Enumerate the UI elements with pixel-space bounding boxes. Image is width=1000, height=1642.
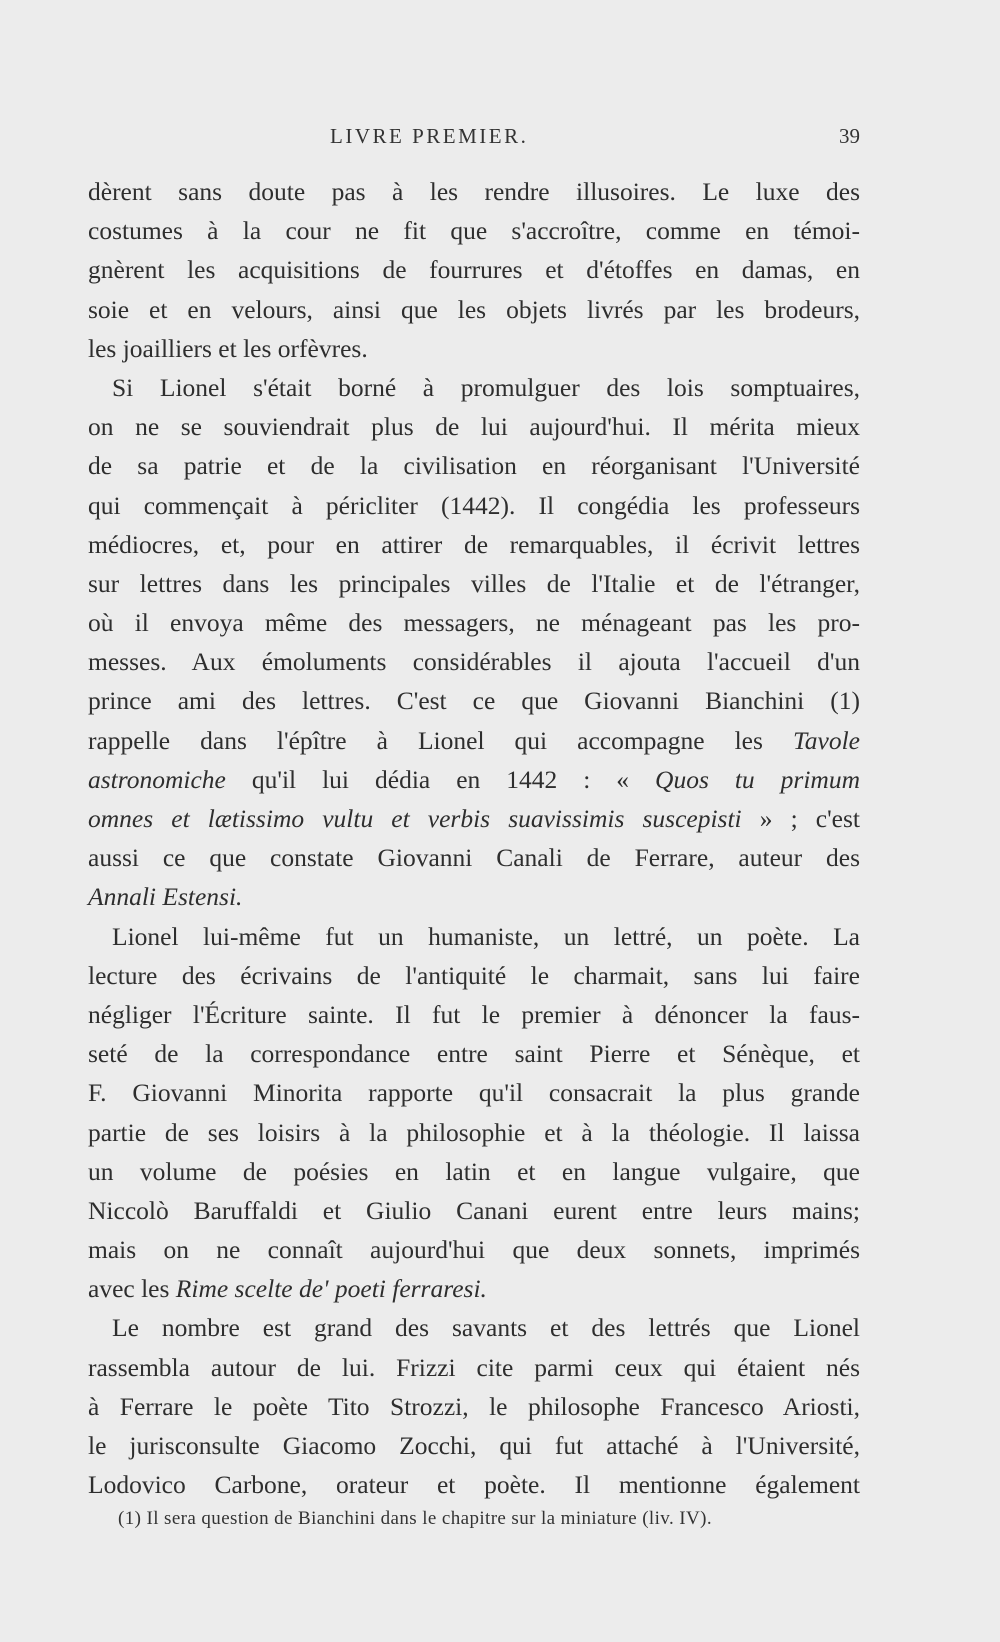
text-run: » ; c'est (741, 804, 860, 833)
italic-title: Tavole (792, 725, 860, 755)
italic-title: Rime scelte de' poeti ferraresi. (175, 1274, 487, 1304)
text-line: Niccolò Baruffaldi et Giulio Canani eurent entre leurs mains; (88, 1195, 860, 1225)
text-line: messes. Aux émoluments considérables il ajouta l'accueil d'un (88, 647, 860, 677)
text-line: Si Lionel s'était borné à promulguer des lois somptuaires, (112, 372, 860, 402)
text-line: un volume de poésies en latin et en langue vulgaire, que (88, 1156, 860, 1186)
text-run: avec les (88, 1274, 176, 1304)
text-line: Lionel lui-même fut un humaniste, un lettré, un poète. La (112, 921, 860, 951)
text-line (88, 760, 860, 799)
text-line: lecture des écrivains de l'antiquité le charmait, sans lui faire (88, 960, 860, 990)
page-number: 39 (839, 124, 860, 148)
latin-quote: omnes et lætissimo vultu et verbis suavissimis suscepisti (88, 804, 742, 833)
text-line: le jurisconsulte Giacomo Zocchi, qui fut attaché à l'Université, (88, 1431, 860, 1460)
text-line: où il envoya même des messagers, ne ménageant pas les pro- (88, 608, 860, 638)
text-line (88, 799, 860, 838)
text-line (88, 721, 860, 760)
text-line: Lodovico Carbone, orateur et poète. Il mentionne également (88, 1470, 860, 1500)
text-line: prince ami des lettres. C'est ce que Giovanni Bianchini (1) (88, 686, 860, 716)
body-text (88, 172, 860, 1504)
latin-quote: Quos tu primum (655, 764, 861, 794)
text-line: médiocres, et, pour en attirer de remarquables, il écrivit lettres (88, 529, 860, 559)
text-run: rappelle dans l'épître à Lionel qui accompagne les (88, 725, 793, 755)
text-line: Le nombre est grand des savants et des lettrés que Lionel (112, 1313, 860, 1343)
text-line: à Ferrare le poète Tito Strozzi, le philosophe Francesco Ariosti, (88, 1391, 860, 1421)
text-line: rassembla autour de lui. Frizzi cite parmi ceux qui étaient nés (88, 1352, 860, 1382)
running-title: LIVRE PREMIER. (330, 124, 529, 148)
italic-title: astronomiche (88, 764, 226, 794)
text-line: F. Giovanni Minorita rapporte qu'il consacrait la plus grande (88, 1078, 860, 1108)
text-line: qui commençait à péricliter (1442). Il congédia les professeurs (88, 490, 860, 520)
text-run: qu'il lui dédia en 1442 : « (225, 764, 656, 794)
text-line (88, 1269, 860, 1308)
footnote: (1) Il sera question de Bianchini dans le chapitre sur la miniature (liv. IV). (118, 1508, 712, 1529)
text-line: seté de la correspondance entre saint Pierre et Sénèque, et (88, 1039, 860, 1069)
text-line: les joailliers et les orfèvres. (88, 333, 368, 363)
text-line: mais on ne connaît aujourd'hui que deux sonnets, imprimés (88, 1235, 860, 1265)
text-line: aussi ce que constate Giovanni Canali de Ferrare, auteur des (88, 843, 860, 873)
text-line: négliger l'Écriture sainte. Il fut le premier à dénoncer la faus- (88, 999, 860, 1029)
text-line: de sa patrie et de la civilisation en réorganisant l'Université (88, 451, 860, 481)
text-line: gnèrent les acquisitions de fourrures et d'étoffes en damas, en (88, 255, 860, 285)
page-header (88, 124, 860, 158)
text-line: dèrent sans doute pas à les rendre illusoires. Le luxe des (88, 177, 860, 206)
text-line: sur lettres dans les principales villes de l'Italie et de l'étranger, (88, 568, 860, 598)
italic-title: Annali Estensi. (88, 882, 243, 912)
text-line (88, 877, 860, 916)
text-line: on ne se souviendrait plus de lui aujourd'hui. Il mérita mieux (88, 412, 860, 442)
text-line: soie et en velours, ainsi que les objets livrés par les brodeurs, (88, 294, 860, 324)
text-line: costumes à la cour ne fit que s'accroître, comme en témoi- (88, 216, 860, 246)
text-line: partie de ses loisirs à la philosophie et à la théologie. Il laissa (88, 1117, 860, 1147)
